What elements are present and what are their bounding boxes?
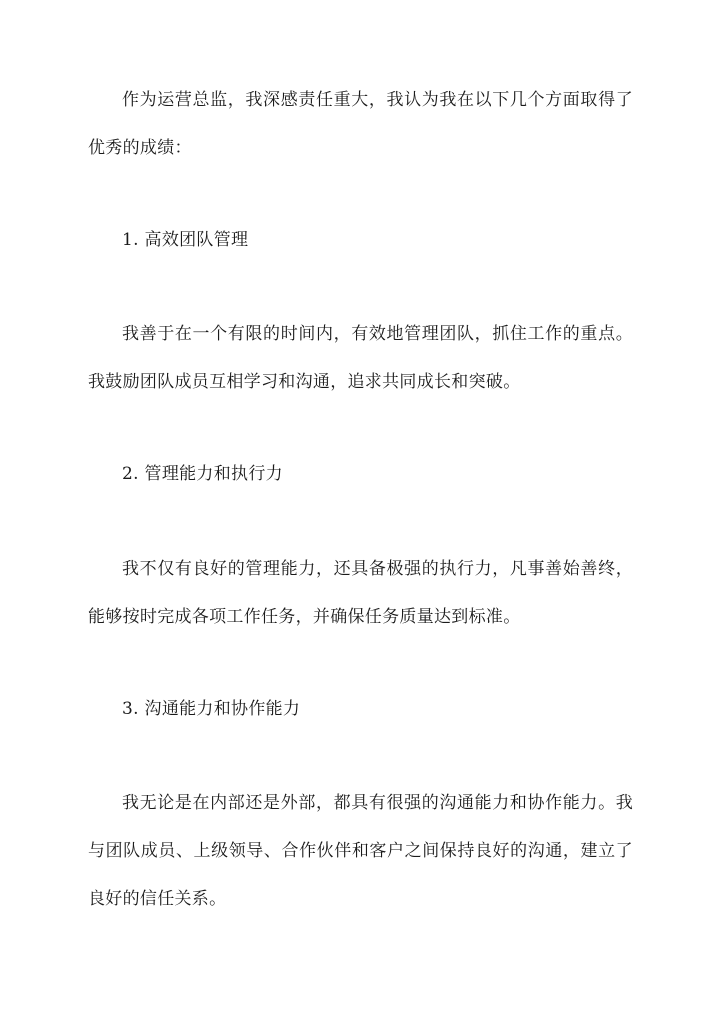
section-1-heading: 1. 高效团队管理 (122, 230, 249, 250)
section-3-body: 我无论是在内部还是外部，都具有很强的沟通能力和协作能力。我与团队成员、上级领导、合作伙伴和客户之间保持良好的沟通，建立了良好的信任关系。 (88, 793, 633, 909)
section-3-heading: 3. 沟通能力和协作能力 (122, 699, 301, 719)
section-2-heading: 2. 管理能力和执行力 (122, 464, 283, 484)
section-2-body: 我不仅有良好的管理能力，还具备极强的执行力，凡事善始善终，能够按时完成各项工作任务，并确保任务质量达到标准。 (88, 559, 633, 627)
section-1-body: 我善于在一个有限的时间内，有效地管理团队，抓住工作的重点。我鼓励团队成员互相学习和沟通，追求共同成长和突破。 (88, 324, 633, 392)
intro-paragraph: 作为运营总监，我深感责任重大，我认为我在以下几个方面取得了优秀的成绩： (88, 90, 633, 158)
